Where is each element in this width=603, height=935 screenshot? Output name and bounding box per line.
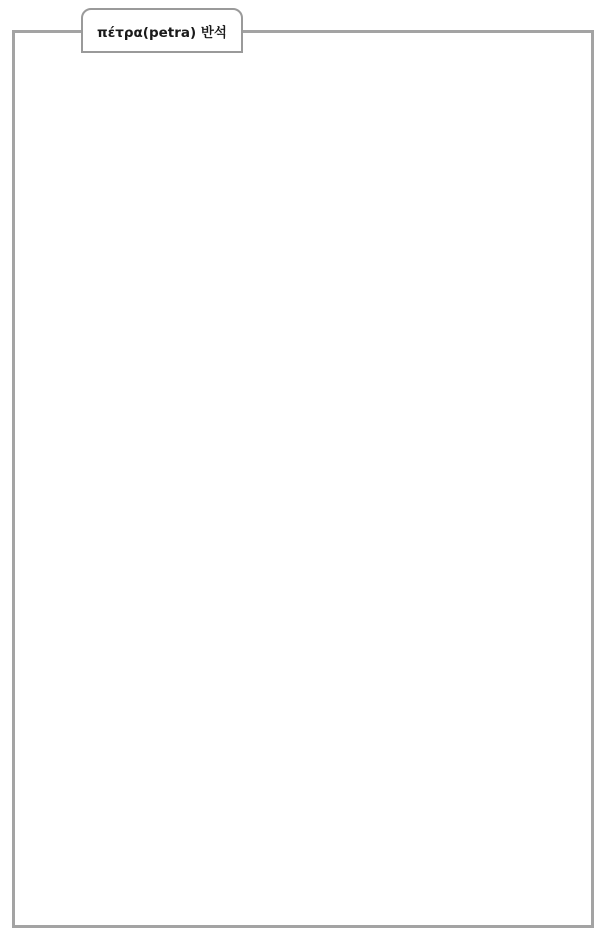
column-tab-label: πέτρα(petra) 반석 [97,24,227,41]
column-tab [81,8,243,53]
article-frame [12,30,594,928]
